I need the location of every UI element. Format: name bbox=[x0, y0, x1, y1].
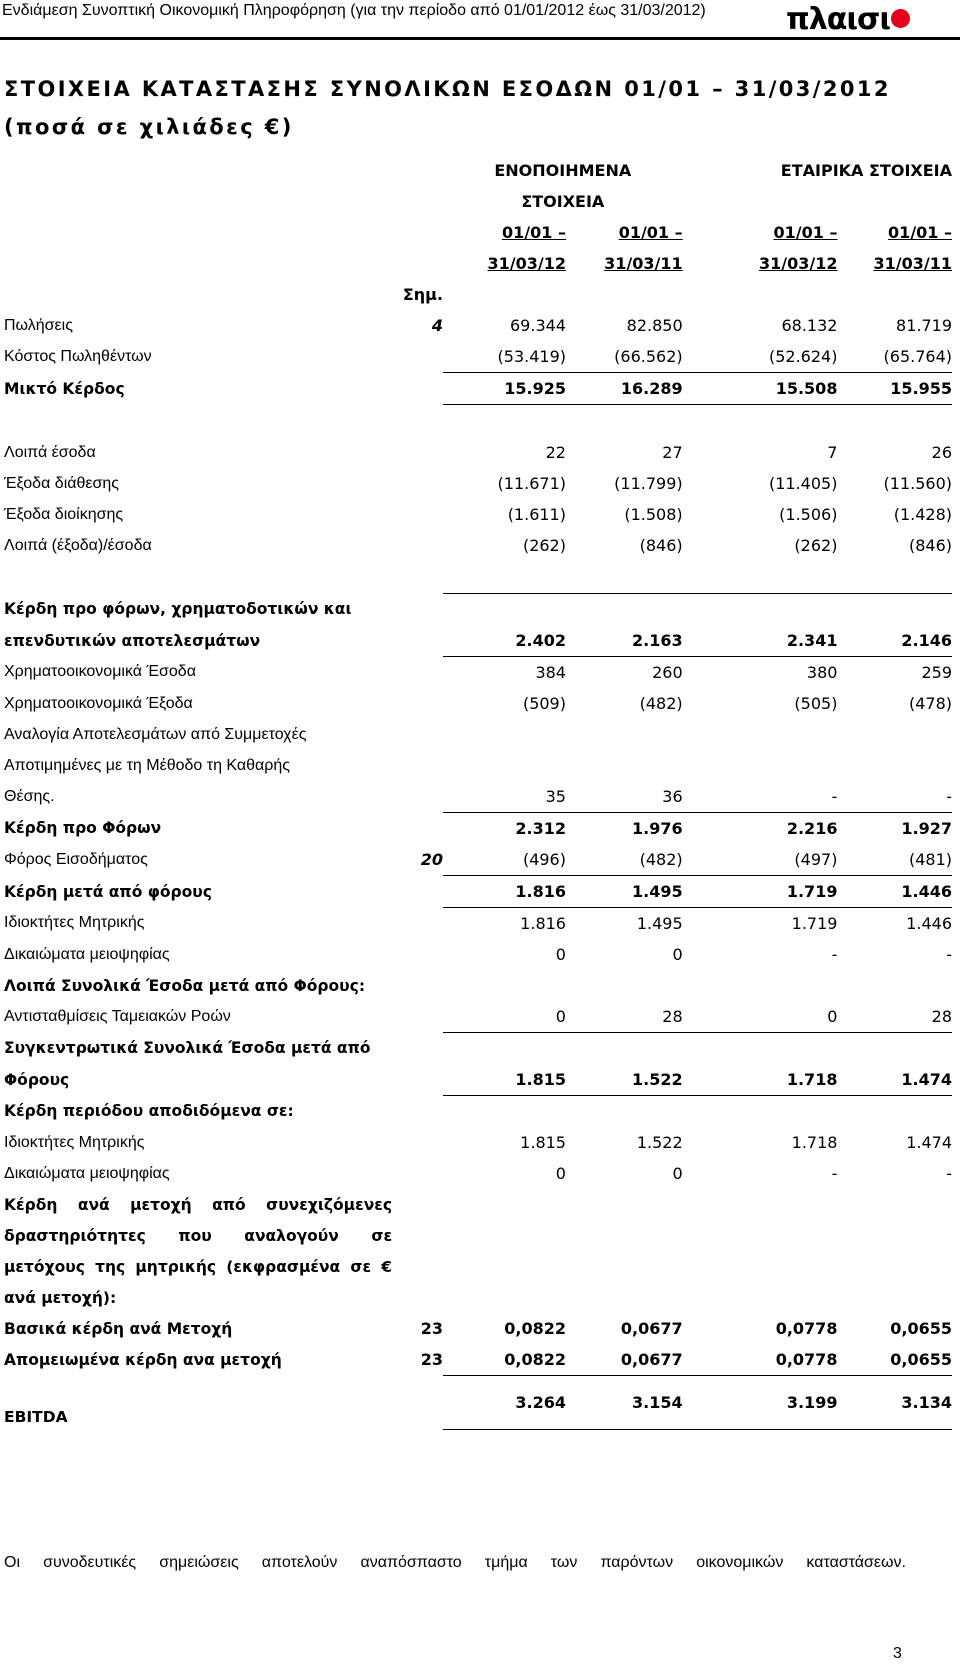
row-label: επενδυτικών αποτελεσμάτων bbox=[4, 631, 261, 650]
table-row bbox=[4, 844, 952, 876]
value-cell: (65.764) bbox=[837, 341, 952, 373]
value-cell: (496) bbox=[443, 844, 566, 876]
value-cell: 82.850 bbox=[626, 316, 683, 335]
value-cell: 0,0822 bbox=[504, 1319, 566, 1338]
row-label: Λοιπά έσοδα bbox=[4, 443, 96, 461]
value-cell: 1.446 bbox=[837, 876, 952, 908]
value-cell: 1.495 bbox=[636, 914, 683, 933]
value-cell: 15.925 bbox=[443, 373, 566, 405]
value-cell: 81.719 bbox=[896, 316, 952, 335]
table-row bbox=[4, 499, 952, 530]
value-cell: 26 bbox=[931, 443, 952, 462]
value-cell: 0,0655 bbox=[837, 1344, 952, 1376]
section-label: Κέρδη ανά μετοχή από συνεχιζόμενες bbox=[4, 1195, 393, 1214]
table-row bbox=[4, 468, 952, 499]
value-cell: - bbox=[946, 945, 952, 964]
header-row-groups bbox=[4, 155, 952, 186]
table-row bbox=[4, 1158, 952, 1189]
table-row bbox=[4, 1064, 952, 1096]
column-header: 31/03/11 bbox=[873, 254, 952, 273]
value-cell: 0,0778 bbox=[775, 1319, 838, 1338]
value-cell: 1.718 bbox=[683, 1064, 838, 1096]
value-cell: 15.955 bbox=[837, 373, 952, 405]
spacer-row bbox=[4, 405, 952, 438]
value-cell: - bbox=[837, 781, 952, 813]
table-row bbox=[4, 876, 952, 908]
value-cell: 1.719 bbox=[683, 876, 838, 908]
row-label: Αποτιμημένες με τη Μέθοδο τη Καθαρής bbox=[4, 756, 291, 774]
row-label: Κέρδη προ φόρων, χρηματοδοτικών και bbox=[4, 600, 352, 619]
value-cell: (262) bbox=[794, 536, 838, 555]
column-header: 31/03/12 bbox=[487, 254, 566, 273]
value-cell: 0,0822 bbox=[443, 1344, 566, 1376]
note-ref: 20 bbox=[420, 850, 443, 870]
value-cell: 2.146 bbox=[837, 625, 952, 657]
column-header: 01/01 – bbox=[618, 223, 683, 242]
value-cell: 1.718 bbox=[791, 1133, 838, 1152]
value-cell: 0 bbox=[555, 945, 566, 964]
value-cell: 16.289 bbox=[566, 373, 683, 405]
note-ref: 23 bbox=[420, 1350, 443, 1370]
column-header: 01/01 – bbox=[773, 223, 838, 242]
page-number: 3 bbox=[893, 1645, 902, 1662]
value-cell: (497) bbox=[683, 844, 838, 876]
row-label: Κόστος Πωληθέντων bbox=[4, 347, 152, 365]
table-row bbox=[4, 594, 952, 626]
header-text: Ενδιάμεση Συνοπτική Οικονομική Πληροφόρηση (για την περίοδο από 01/01/2012 έως 31/03/2012) bbox=[2, 2, 706, 19]
row-label: Δικαιώματα μειοψηφίας bbox=[4, 945, 170, 963]
table-row bbox=[4, 1033, 952, 1065]
table-row bbox=[4, 625, 952, 657]
value-cell: - bbox=[831, 1164, 838, 1183]
footnote: Οι συνοδευτικές σημειώσεις αποτελούν αναπόσπαστο τμήμα των παρόντων οικονομικών καταστάσεων. bbox=[4, 1554, 906, 1571]
value-cell: (11.671) bbox=[497, 474, 566, 493]
value-cell: 27 bbox=[662, 443, 683, 462]
value-cell: 380 bbox=[806, 663, 838, 682]
table-row bbox=[4, 1282, 952, 1313]
note-ref: 4 bbox=[431, 316, 443, 335]
value-cell: 0 bbox=[555, 1007, 566, 1026]
value-cell: - bbox=[683, 781, 838, 813]
value-cell: (846) bbox=[639, 536, 683, 555]
spacer-row bbox=[4, 561, 952, 594]
table-row bbox=[4, 1127, 952, 1158]
value-cell: (1.508) bbox=[624, 505, 683, 524]
value-cell: 2.341 bbox=[683, 625, 838, 657]
section-label: Κέρδη περιόδου αποδιδόμενα σε: bbox=[4, 1102, 294, 1121]
value-cell: 1.815 bbox=[443, 1064, 566, 1096]
value-cell: 3.199 bbox=[683, 1376, 838, 1430]
row-label: Λοιπά (έξοδα)/έσοδα bbox=[4, 536, 152, 554]
value-cell: 69.344 bbox=[510, 316, 566, 335]
table-row bbox=[4, 310, 952, 341]
row-label: Χρηματοοικονομικά Έσοδα bbox=[4, 663, 196, 681]
row-label: Απομειωμένα κέρδη ανα μετοχή bbox=[4, 1350, 282, 1369]
table-row bbox=[4, 530, 952, 561]
value-cell: 35 bbox=[443, 781, 566, 813]
company-logo bbox=[786, 2, 910, 37]
logo-text: πλαισι bbox=[786, 2, 891, 37]
row-label: Κέρδη μετά από φόρους bbox=[4, 882, 212, 901]
value-cell: (846) bbox=[908, 536, 952, 555]
value-cell: 3.134 bbox=[837, 1376, 952, 1430]
row-label: Ιδιοκτήτες Μητρικής bbox=[4, 1133, 145, 1151]
table-row bbox=[4, 1251, 952, 1282]
column-header: 01/01 – bbox=[502, 223, 566, 242]
column-header: 01/01 – bbox=[888, 223, 952, 242]
table-row bbox=[4, 1313, 952, 1344]
value-cell: 1.446 bbox=[906, 914, 952, 933]
header-row-groups-2 bbox=[4, 186, 952, 217]
value-cell: 0 bbox=[672, 1164, 683, 1183]
row-label: Αναλογία Αποτελεσμάτων από Συμμετοχές bbox=[4, 725, 307, 743]
table-row bbox=[4, 341, 952, 373]
column-header: 31/03/12 bbox=[758, 254, 838, 273]
table-row bbox=[4, 719, 952, 750]
value-cell: (262) bbox=[522, 536, 566, 555]
value-cell: 0,0655 bbox=[890, 1319, 952, 1338]
table-row bbox=[4, 437, 952, 468]
note-ref: 23 bbox=[420, 1319, 443, 1338]
value-cell: 28 bbox=[662, 1007, 683, 1026]
value-cell: (11.799) bbox=[614, 474, 683, 493]
table-row bbox=[4, 939, 952, 970]
value-cell: (505) bbox=[794, 694, 838, 713]
value-cell: 1.474 bbox=[837, 1064, 952, 1096]
value-cell: (1.611) bbox=[507, 505, 566, 524]
row-label: Θέσης. bbox=[4, 787, 55, 805]
header-divider bbox=[0, 37, 960, 40]
row-label: Έξοδα διάθεσης bbox=[4, 474, 120, 492]
value-cell: 260 bbox=[652, 663, 683, 682]
value-cell: 3.154 bbox=[566, 1376, 683, 1430]
value-cell: 0,0677 bbox=[566, 1344, 683, 1376]
table-row bbox=[4, 908, 952, 940]
row-label: Αντισταθμίσεις Ταμειακών Ροών bbox=[4, 1007, 231, 1025]
header-row-period-start bbox=[4, 217, 952, 248]
value-cell: 2.163 bbox=[566, 625, 683, 657]
value-cell: 3.264 bbox=[443, 1376, 566, 1430]
value-cell: 1.522 bbox=[636, 1133, 683, 1152]
row-label: Μικτό Κέρδος bbox=[4, 379, 125, 398]
row-label: Κέρδη προ Φόρων bbox=[4, 819, 162, 838]
table-row bbox=[4, 1001, 952, 1033]
value-cell: - bbox=[946, 1164, 952, 1183]
value-cell: (1.428) bbox=[893, 505, 952, 524]
page-header bbox=[0, 0, 960, 38]
row-label: EBITDA bbox=[4, 1407, 68, 1426]
statement-title: ΣΤΟΙΧΕΙΑ ΚΑΤΑΣΤΑΣΗΣ ΣΥΝΟΛΙΚΩΝ ΕΣΟΔΩΝ 01/01 – 31/03/2012 bbox=[4, 77, 891, 101]
section-label: μετόχους της μητρικής (εκφρασμένα σε € bbox=[4, 1257, 393, 1276]
value-cell: 1.927 bbox=[901, 819, 952, 838]
value-cell: 0,0778 bbox=[683, 1344, 838, 1376]
table-row bbox=[4, 750, 952, 781]
value-cell: 22 bbox=[545, 443, 566, 462]
value-cell: (478) bbox=[908, 694, 952, 713]
value-cell: 68.132 bbox=[781, 316, 838, 335]
value-cell: 2.402 bbox=[443, 625, 566, 657]
value-cell: 36 bbox=[566, 781, 683, 813]
section-label: ανά μετοχή): bbox=[4, 1288, 117, 1307]
value-cell: 1.719 bbox=[791, 914, 838, 933]
value-cell: 2.216 bbox=[786, 819, 838, 838]
value-cell: (481) bbox=[837, 844, 952, 876]
row-label: Πωλήσεις bbox=[4, 316, 73, 334]
income-statement-table bbox=[4, 155, 952, 1430]
value-cell: 7 bbox=[827, 443, 838, 462]
value-cell: 2.312 bbox=[515, 819, 566, 838]
logo-dot-icon bbox=[891, 9, 910, 28]
value-cell: 259 bbox=[921, 663, 952, 682]
note-column-header: Σημ. bbox=[402, 285, 443, 304]
value-cell: 1.495 bbox=[566, 876, 683, 908]
table-row bbox=[4, 781, 952, 813]
table-row bbox=[4, 688, 952, 719]
value-cell: 1.522 bbox=[566, 1064, 683, 1096]
value-cell: 1.976 bbox=[632, 819, 683, 838]
value-cell: 0 bbox=[827, 1007, 838, 1026]
value-cell: 0,0677 bbox=[620, 1319, 683, 1338]
value-cell: (482) bbox=[639, 694, 683, 713]
value-cell: 1.815 bbox=[520, 1133, 566, 1152]
value-cell: 384 bbox=[535, 663, 566, 682]
value-cell: (509) bbox=[522, 694, 566, 713]
header-row-note bbox=[4, 279, 952, 310]
value-cell: - bbox=[831, 945, 838, 964]
value-cell: (482) bbox=[566, 844, 683, 876]
value-cell: (66.562) bbox=[566, 341, 683, 373]
value-cell: (11.560) bbox=[883, 474, 952, 493]
row-label: Φόρος Εισοδήματος bbox=[4, 850, 148, 868]
row-label: Έξοδα διοίκησης bbox=[4, 505, 124, 523]
table-row bbox=[4, 1096, 952, 1128]
row-label: Χρηματοοικονομικά Έξοδα bbox=[4, 694, 193, 712]
table-row bbox=[4, 657, 952, 689]
row-label: Φόρους bbox=[4, 1070, 70, 1089]
table-row bbox=[4, 373, 952, 405]
company-group-header: ΕΤΑΙΡΙΚΑ ΣΤΟΙΧΕΙΑ bbox=[780, 161, 952, 180]
row-label: Συγκεντρωτικά Συνολικά Έσοδα μετά από bbox=[4, 1039, 371, 1058]
value-cell: 1.816 bbox=[520, 914, 566, 933]
value-cell: 28 bbox=[931, 1007, 952, 1026]
column-header: 31/03/11 bbox=[604, 254, 683, 273]
table-row bbox=[4, 813, 952, 845]
value-cell: 15.508 bbox=[683, 373, 838, 405]
row-label: Βασικά κέρδη ανά Μετοχή bbox=[4, 1319, 233, 1338]
table-row bbox=[4, 1220, 952, 1251]
table-row bbox=[4, 1376, 952, 1430]
section-label: δραστηριότητες που αναλογούν σε bbox=[4, 1226, 393, 1245]
table-row bbox=[4, 1189, 952, 1220]
value-cell: (1.506) bbox=[779, 505, 838, 524]
value-cell: 0 bbox=[672, 945, 683, 964]
row-label: Δικαιώματα μειοψηφίας bbox=[4, 1164, 170, 1182]
value-cell: 1.816 bbox=[443, 876, 566, 908]
value-cell: 0 bbox=[555, 1164, 566, 1183]
table-row bbox=[4, 970, 952, 1001]
value-cell: (11.405) bbox=[768, 474, 838, 493]
consolidated-group-header-2: ΣΤΟΙΧΕΙΑ bbox=[521, 192, 605, 211]
table-row bbox=[4, 1344, 952, 1376]
row-label: Ιδιοκτήτες Μητρικής bbox=[4, 914, 145, 932]
value-cell: (53.419) bbox=[443, 341, 566, 373]
header-row-period-end bbox=[4, 248, 952, 279]
value-cell: (52.624) bbox=[683, 341, 838, 373]
value-cell: 1.474 bbox=[906, 1133, 952, 1152]
section-label: Λοιπά Συνολικά Έσοδα μετά από Φόρους: bbox=[4, 976, 366, 995]
consolidated-group-header: ΕΝΟΠΟΙΗΜΕΝΑ bbox=[494, 161, 632, 180]
statement-subtitle: (ποσά σε χιλιάδες €) bbox=[4, 115, 294, 139]
